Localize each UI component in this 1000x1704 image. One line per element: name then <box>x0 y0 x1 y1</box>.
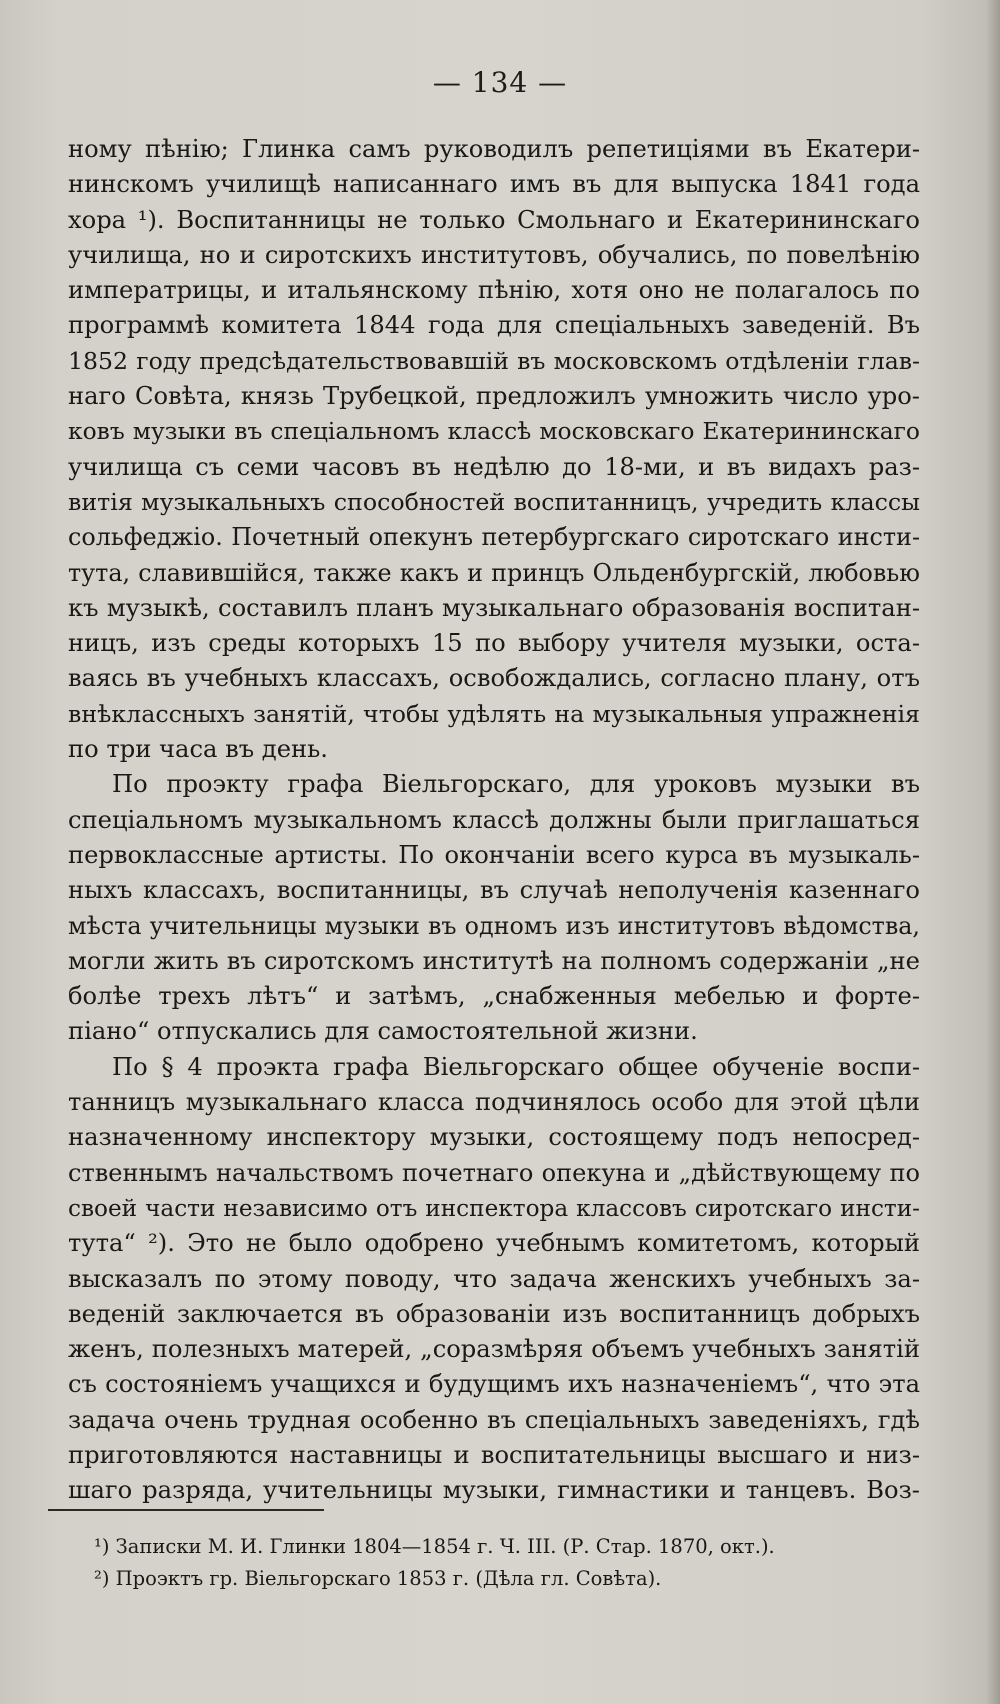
paragraph-3 <box>68 1050 920 1509</box>
text-line: витія музыкальныхъ способностей воспитанницъ, учредить классы <box>68 487 920 516</box>
text-line: внѣклассныхъ занятій, чтобы удѣлять на музыкальныя упражненія <box>68 699 920 728</box>
text-line: тута, славившійся, также какъ и принцъ Ольденбургскій, любовью <box>68 558 920 587</box>
text-line: По проэкту графа Віельгорскаго, для уроковъ музыки въ <box>112 770 920 799</box>
text-line: мѣста учительницы музыки въ одномъ изъ институтовъ вѣдомства, <box>68 911 920 940</box>
text-line: ковъ музыки въ спеціальномъ классѣ московскаго Екатерининскаго <box>68 417 920 446</box>
text-line: шаго разряда, учительницы музыки, гимнастики и танцевъ. Воз- <box>68 1476 920 1505</box>
text-line: назначенному инспектору музыки, состоящему подъ непосред- <box>68 1123 920 1152</box>
body-text <box>68 132 920 1509</box>
footnote-1: ¹) Записки М. И. Глинки 1804—1854 г. Ч. III. (Р. Стар. 1870, окт.). <box>94 1535 775 1558</box>
text-line: первоклассные артисты. По окончаніи всего курса въ музыкаль- <box>68 840 920 869</box>
text-line: императрицы, и итальянскому пѣнію, хотя оно не полагалось по <box>68 276 920 305</box>
text-line: училища, но и сиротскихъ институтовъ, обучались, по повелѣнію <box>68 240 920 269</box>
text-line: ному пѣнію; Глинка самъ руководилъ репетиціями въ Екатери- <box>68 135 920 163</box>
text-line: веденій заключается въ образованіи изъ воспитанницъ добрыхъ <box>68 1299 920 1328</box>
text-line: своей части независимо отъ инспектора классовъ сиротскаго инсти- <box>68 1194 920 1222</box>
text-line: хора ¹). Воспитанницы не только Смольнаго и Екатерининскаго <box>68 205 920 234</box>
page-edge-shadow <box>986 0 1000 1704</box>
text-line: ныхъ классахъ, воспитанницы, въ случаѣ неполученія казеннаго <box>68 876 920 905</box>
text-line: задача очень трудная особенно въ спеціальныхъ заведеніяхъ, гдѣ <box>68 1405 920 1434</box>
text-line: къ музыкѣ, составилъ планъ музыкальнаго образованія воспитан- <box>68 593 920 622</box>
text-line: болѣе трехъ лѣтъ“ и затѣмъ, „снабженныя мебелью и форте- <box>68 982 920 1011</box>
text-line: приготовляются наставницы и воспитательницы высшаго и низ- <box>68 1440 920 1469</box>
text-line: ственнымъ начальствомъ почетнаго опекуна и „дѣйствующему по <box>68 1158 920 1187</box>
page-number: — 134 — <box>432 66 568 99</box>
paragraph-2 <box>68 767 920 1049</box>
text-line: танницъ музыкальнаго класса подчинялось особо для этой цѣли <box>68 1088 920 1117</box>
text-line: По § 4 проэкта графа Віельгорскаго общее обученіе воспи- <box>112 1052 920 1081</box>
text-line: наго Совѣта, князь Трубецкой, предложилъ умножить число уро- <box>68 382 920 411</box>
text-line: училища съ семи часовъ въ недѣлю до 18-ми, и въ видахъ раз- <box>68 452 920 481</box>
text-line: программѣ комитета 1844 года для спеціальныхъ заведеній. Въ <box>68 311 920 340</box>
footnote-2: ²) Проэктъ гр. Віельгорскаго 1853 г. (Дѣла гл. Совѣта). <box>94 1567 662 1590</box>
text-line: женъ, полезныхъ матерей, „соразмѣряя объемъ учебныхъ занятій <box>68 1335 920 1364</box>
text-line: ницъ, изъ среды которыхъ 15 по выбору учителя музыки, оста- <box>68 629 920 658</box>
text-line: по три часа въ день. <box>68 735 328 764</box>
text-line: піано“ отпускались для самостоятельной жизни. <box>68 1017 698 1046</box>
text-line: съ состояніемъ учащихся и будущимъ ихъ назначеніемъ“, что эта <box>68 1370 920 1399</box>
footnotes <box>94 1531 854 1595</box>
text-line: могли жить въ сиротскомъ институтѣ на полномъ содержаніи „не <box>68 946 920 975</box>
text-line: сольфеджіо. Почетный опекунъ петербургскаго сиротскаго инсти- <box>68 523 920 552</box>
text-line: спеціальномъ музыкальномъ классѣ должны были приглашаться <box>68 805 920 834</box>
text-line: нинскомъ училищѣ написаннаго имъ въ для выпуска 1841 года <box>68 170 920 199</box>
text-line: высказалъ по этому поводу, что задача женскихъ учебныхъ за- <box>68 1264 920 1293</box>
paragraph-1 <box>68 132 920 767</box>
text-line: 1852 году предсѣдательствовавшій въ московскомъ отдѣленіи глав- <box>68 346 920 375</box>
text-line: ваясь въ учебныхъ классахъ, освобождались, согласно плану, отъ <box>68 664 920 693</box>
text-line: тута“ ²). Это не было одобрено учебнымъ комитетомъ, который <box>68 1229 920 1258</box>
footnote-divider <box>48 1509 324 1511</box>
